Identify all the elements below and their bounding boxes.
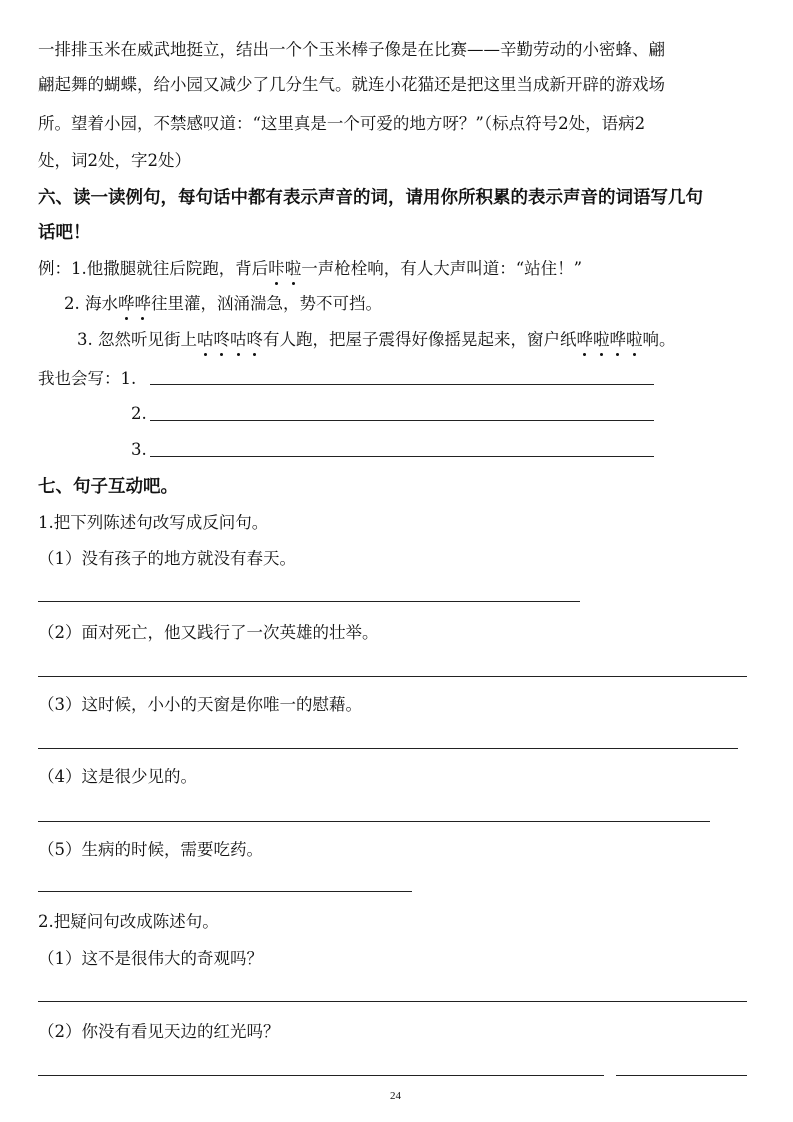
paragraph-line-3: 所。望着小园，不禁感叹道：“这里真是一个可爱的地方呀？”（标点符号2处，语病2 bbox=[38, 114, 646, 133]
sound-word bbox=[268, 259, 301, 278]
example-1-text-end: 一声枪栓响，有人大声叫道：“站住！” bbox=[301, 259, 583, 278]
question-item: （2）你没有看见天边的红光吗？ bbox=[38, 1022, 280, 1041]
emphasis-dot-char: 咔 bbox=[268, 259, 285, 278]
example-2-text: 2. 海水 bbox=[64, 294, 118, 313]
my-turn-label: 我也会写：1. bbox=[38, 369, 137, 388]
answer-number-3: 3. bbox=[131, 440, 147, 459]
answer-number-2: 2. bbox=[131, 404, 147, 423]
question-item: （1）没有孩子的地方就没有春天。 bbox=[38, 549, 296, 568]
question-item: （4）这是很少见的。 bbox=[38, 767, 197, 786]
emphasis-dot-char: 啦 bbox=[626, 330, 643, 349]
answer-line[interactable] bbox=[150, 384, 654, 385]
answer-line[interactable] bbox=[38, 748, 738, 749]
emphasis-dot-char: 哗 bbox=[134, 294, 151, 313]
sound-word bbox=[118, 294, 151, 313]
answer-line[interactable] bbox=[38, 821, 710, 822]
answer-line[interactable] bbox=[616, 1075, 747, 1076]
answer-line[interactable] bbox=[150, 420, 654, 421]
section-7-title: 七、句子互动吧。 bbox=[38, 477, 178, 497]
sound-word bbox=[197, 330, 263, 349]
emphasis-dot-char: 哗 bbox=[118, 294, 135, 313]
page-number: 24 bbox=[390, 1090, 401, 1102]
answer-line[interactable] bbox=[38, 601, 580, 602]
emphasis-dot-char: 哗 bbox=[576, 330, 593, 349]
emphasis-dot-char: 哗 bbox=[609, 330, 626, 349]
paragraph-line-1: 一排排玉米在威武地挺立，结出一个个玉米棒子像是在比赛——辛勤劳动的小密蜂、翩 bbox=[38, 40, 665, 59]
example-1-text: 例：1.他撒腿就往后院跑，背后 bbox=[38, 259, 269, 278]
example-sentence-2 bbox=[64, 293, 382, 315]
example-2-text-end: 往里灌，汹涌湍急，势不可挡。 bbox=[151, 294, 382, 313]
section-6-title-line-1: 六、读一读例句，每句话中都有表示声音的词，请用你所积累的表示声音的词语写几句 bbox=[38, 188, 703, 208]
question-item: （5）生病的时候，需要吃药。 bbox=[38, 840, 263, 859]
emphasis-dot-char: 咕 bbox=[197, 330, 214, 349]
example-3-text-mid: 有人跑，把屋子震得好像摇晃起来，窗户纸 bbox=[263, 330, 577, 349]
sound-word bbox=[577, 330, 643, 349]
question-item: （1）这不是很伟大的奇观吗？ bbox=[38, 949, 263, 968]
example-3-text-end: 响。 bbox=[642, 330, 676, 349]
question-item: （3）这时候，小小的天窗是你唯一的慰藉。 bbox=[38, 695, 362, 714]
emphasis-dot-char: 啦 bbox=[593, 330, 610, 349]
question-item: （2）面对死亡，他又践行了一次英雄的壮举。 bbox=[38, 623, 379, 642]
emphasis-dot-char: 咚 bbox=[213, 330, 230, 349]
answer-line[interactable] bbox=[38, 676, 747, 677]
answer-line[interactable] bbox=[38, 891, 412, 892]
paragraph-line-2: 翩起舞的蝴蝶，给小园又减少了几分生气。就连小花猫还是把这里当成新开辟的游戏场 bbox=[38, 75, 665, 94]
example-sentence-3 bbox=[77, 329, 676, 351]
emphasis-dot-char: 啦 bbox=[284, 259, 302, 278]
emphasis-dot-char: 咚 bbox=[246, 330, 263, 349]
answer-line[interactable] bbox=[38, 1075, 604, 1076]
part-2-title: 2.把疑问句改成陈述句。 bbox=[38, 912, 219, 931]
example-sentence-1 bbox=[38, 258, 582, 280]
emphasis-dot-char: 咕 bbox=[230, 330, 247, 349]
part-1-title: 1.把下列陈述句改写成反问句。 bbox=[38, 513, 269, 532]
paragraph-line-4: 处，词2处，字2处） bbox=[38, 151, 191, 170]
section-6-title-line-2: 话吧！ bbox=[38, 223, 91, 243]
answer-line[interactable] bbox=[150, 456, 654, 457]
example-3-text: 3. 忽然听见街上 bbox=[77, 330, 197, 349]
answer-line[interactable] bbox=[38, 1001, 747, 1002]
